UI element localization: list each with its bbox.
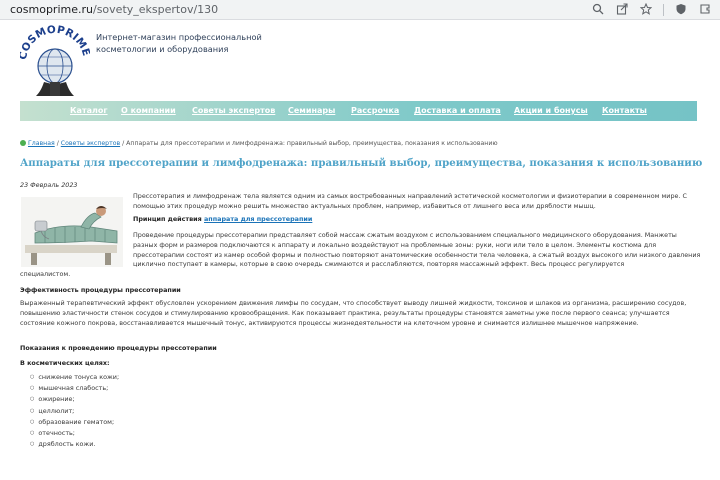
home-icon: [20, 140, 26, 146]
list-item: ○ снижение тонуса кожи;: [30, 372, 119, 383]
principle-paragraph: Проведение процедуры прессотерапии представляет собой массаж сжатым воздухом с использованием специального медицинского оборудования. Манжеты разных форм и размеров подключаются к аппарату и локально воздействуют на проблемные зоны: руки, ноги или тело в целом. Элементы костюма для прессотерапии состоят из камер особой формы и полностью повторяют анатомические особенности тела человека, а сжатый воздух высокого или низкого давления циклично поступает в камеры, которые в свою очередь сжимаются и расслабляются, повторяя массажный эффект. Весь процесс регулируется: [133, 231, 701, 269]
principle-label: Принцип действия: [133, 215, 202, 223]
search-icon[interactable]: [591, 3, 605, 17]
list-item: ○ дряблость кожи.: [30, 439, 119, 450]
breadcrumb: Главная / Советы экспертов / Аппараты для прессотерапии и лимфодренажа: правильный выбор, преимущества, показания к использованию: [20, 140, 498, 147]
extension-icon[interactable]: [698, 3, 712, 17]
principle-heading: [133, 215, 703, 225]
nav-item-expert-tips[interactable]: Советы экспертов: [192, 106, 276, 115]
tagline-line-1: Интернет-магазин профессиональной: [96, 32, 262, 42]
nav-item-installments[interactable]: Рассрочка: [351, 106, 400, 115]
effect-paragraph: Выраженный терапевтический эффект обусловлен ускорением движения лимфы по сосудам, что способствует выводу лишней жидкости, токсинов и шлаков из организма, расширению сосудов, повышению эластичности стенок сосудов и стимулированию кровообращения. Как показывает практика, результаты процедуры становятся заметны уже после первого сеанса; улучшается состояние кожного покрова, восстанавливается мышечный тонус, активируются процессы жизнедеятельности на клеточном уровне и снимается излишнее мышечное напряжение.: [20, 299, 687, 327]
cosmoprime-logo[interactable]: [20, 24, 90, 98]
breadcrumb-home[interactable]: Главная: [28, 140, 55, 147]
breadcrumb-current: Аппараты для прессотерапии и лимфодренажа: правильный выбор, преимущества, показания к использованию: [126, 140, 498, 147]
nav-item-seminars[interactable]: Семинары: [288, 106, 336, 115]
list-item: ○ целлюлит;: [30, 406, 119, 417]
effect-heading: Эффективность процедуры прессотерапии: [20, 286, 181, 294]
principle-tail: специалистом.: [20, 270, 71, 278]
url-path: /sovety_ekspertov/130: [93, 3, 219, 16]
shield-icon[interactable]: [674, 3, 688, 17]
url-host: cosmoprime.ru: [10, 3, 93, 16]
article-date: 23 Февраль 2023: [20, 181, 78, 189]
share-icon[interactable]: [615, 3, 629, 17]
star-icon[interactable]: [639, 3, 653, 17]
list-item: ○ образование гематом;: [30, 417, 119, 428]
tagline-line-2: косметологии и оборудования: [96, 44, 229, 54]
site-tagline: [96, 31, 262, 55]
nav-item-about[interactable]: О компании: [121, 106, 176, 115]
nav-item-contacts[interactable]: Контакты: [602, 106, 647, 115]
cosmetic-heading: В косметических целях:: [20, 359, 110, 367]
intro-paragraph: Прессотерапия и лимфодренаж тела является одним из самых востребованных направлений эстетической косметологии и физиотерапии в современном мире. С помощью этих процедур можно решить множество актуальных проблем, например, избавиться от лишнего веса или дряблости мышц.: [133, 192, 687, 210]
principle-link[interactable]: аппарата для прессотерапии: [204, 215, 313, 223]
list-item: ○ ожирение;: [30, 394, 119, 405]
pressotherapy-photo: [21, 197, 123, 267]
browser-address-bar[interactable]: [0, 0, 720, 20]
nav-item-catalog[interactable]: Каталог: [70, 106, 108, 115]
cosmetic-indications-list: [30, 372, 119, 450]
nav-item-promotions[interactable]: Акции и бонусы: [514, 106, 588, 115]
toolbar-divider: [663, 4, 664, 16]
list-item: ○ отечность;: [30, 428, 119, 439]
indications-heading: Показания к проведению процедуры прессотерапии: [20, 344, 217, 352]
nav-item-delivery[interactable]: Доставка и оплата: [414, 106, 501, 115]
breadcrumb-section[interactable]: Советы экспертов: [60, 140, 121, 147]
list-item: ○ мышечная слабость;: [30, 383, 119, 394]
url-field[interactable]: [10, 3, 218, 16]
main-nav: [20, 101, 697, 121]
svg-text:COSMOPRIME: OSMOPRIM: [20, 24, 89, 54]
page-title: Аппараты для прессотерапии и лимфодренажа: правильный выбор, преимущества, показания к использованию: [20, 157, 703, 169]
